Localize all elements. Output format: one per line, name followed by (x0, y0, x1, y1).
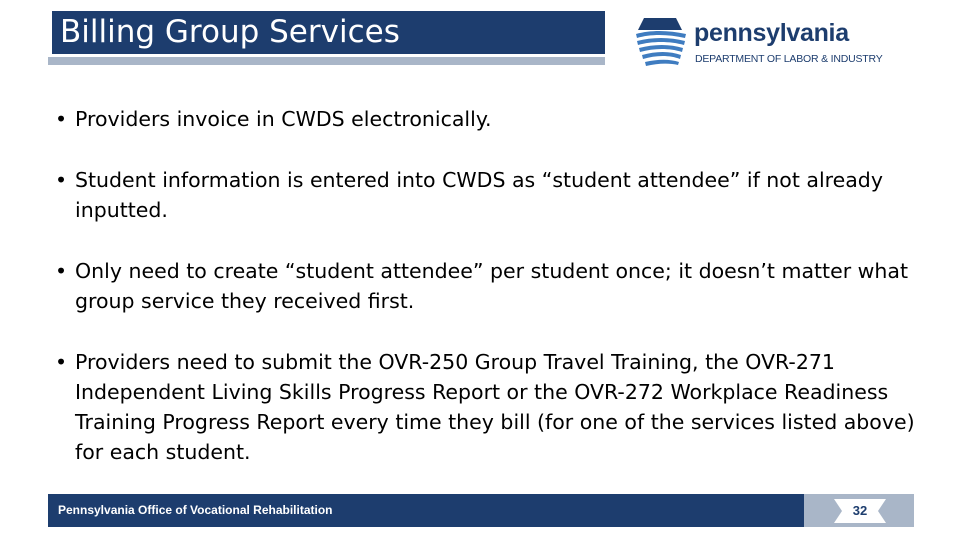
bullet-text: Providers invoice in CWDS electronically. (75, 107, 492, 131)
footer-bar (48, 494, 914, 527)
bullet-icon: • (55, 107, 68, 131)
footer-text: Pennsylvania Office of Vocational Rehabilitation (58, 503, 333, 517)
page-number: 32 (852, 503, 868, 518)
list-item (55, 104, 675, 134)
list-item (55, 165, 915, 225)
keystone-logo-icon (630, 14, 690, 68)
bullet-icon: • (55, 350, 68, 374)
footer-page-panel (804, 494, 914, 527)
list-item (55, 347, 920, 467)
title-underline (48, 57, 605, 65)
pennsylvania-logo (630, 14, 920, 70)
bullet-list (55, 104, 915, 498)
title-bar (48, 11, 605, 54)
slide-title: Billing Group Services (60, 14, 400, 50)
logo-wordmark: pennsylvania (694, 19, 849, 47)
bullet-icon: • (55, 168, 68, 192)
logo-department: DEPARTMENT OF LABOR & INDUSTRY (695, 53, 883, 65)
list-item (55, 256, 915, 316)
bullet-text: Providers need to submit the OVR-250 Group Travel Training, the OVR-271 Independent Living Skills Progress Report or the OVR-272 Workplace Readiness Training Progress Report every time they bill (for one of the services listed above) for each student. (75, 350, 915, 464)
bullet-icon: • (55, 259, 68, 283)
page-number-badge (834, 499, 886, 523)
bullet-text: Student information is entered into CWDS as “student attendee” if not already inputted. (75, 168, 883, 222)
bullet-text: Only need to create “student attendee” per student once; it doesn’t matter what group service they received first. (75, 259, 909, 313)
